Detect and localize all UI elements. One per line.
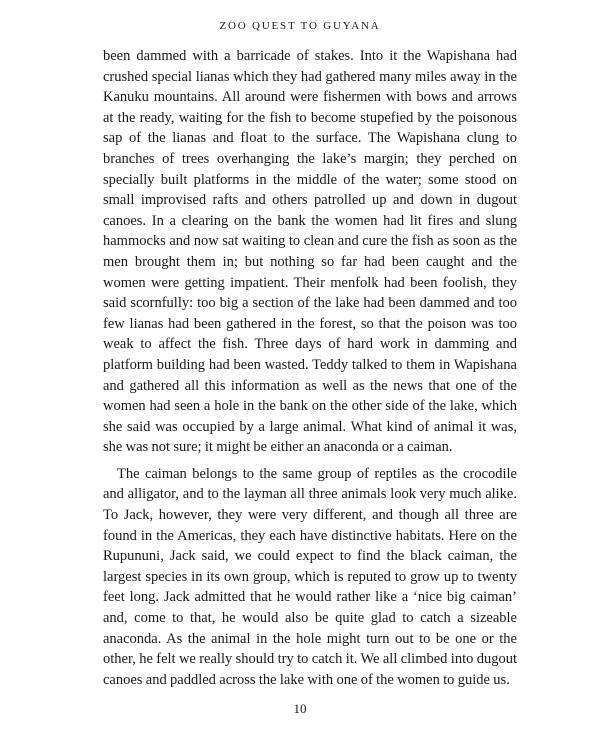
page-number: 10 — [293, 701, 307, 716]
running-head: ZOO QUEST TO GUYANA — [219, 20, 381, 32]
body-text — [103, 46, 517, 690]
paragraph-1: been dammed with a barricade of stakes. Into it the Wapishana had crushed special lianas which they had gathered many miles away in the Kanuku mountains. All around were fishermen with bows and arrows at the ready, waiting for the fish to become stupefied by the poisonous sap of the lianas and float to the surface. The Wapishana clung to branches of trees overhanging the lake’s margin; they perched on specially built platforms in the middle of the water; some stood on small improvised rafts and others patrolled up and down in dugout canoes. In a clearing on the bank the women had lit fires and slung hammocks and now sat waiting to clean and cure the fish as soon as the men brought them in; but nothing so far had been caught and the women were getting impatient. Their menfolk had been foolish, they said scornfully: too big a section of the lake had been dammed and too few lianas had been gathered in the forest, so that the poison was too weak to affect the fish. Three days of hard work in damming and platform building had been wasted. Teddy talked to them in Wapishana and gathered all this information as well as the news that one of the women had seen a hole in the bank on the other side of the lake, which she said was occupied by a large animal. What kind of animal it was, she was not sure; it might be either an anaconda or a caiman. — [103, 48, 517, 456]
paragraph-2: The caiman belongs to the same group of reptiles as the crocodile and alligator, and to the layman all three animals look very much alike. To Jack, however, they were very different, and though all three are found in the Americas, they each have distinctive habitats. Here on the Rupununi, Jack said, we could expect to find the black caiman, the largest species in its own group, which is reputed to grow up to twenty feet long. Jack admitted that he would rather like a ‘nice big caiman’ and, come to that, he would also be quite glad to catch a sizeable anaconda. As the animal in the hole might turn out to be one or the other, he felt we really should try to catch it. We all climbed into dugout canoes and paddled across the lake with one of the women to guide us. — [103, 465, 517, 688]
